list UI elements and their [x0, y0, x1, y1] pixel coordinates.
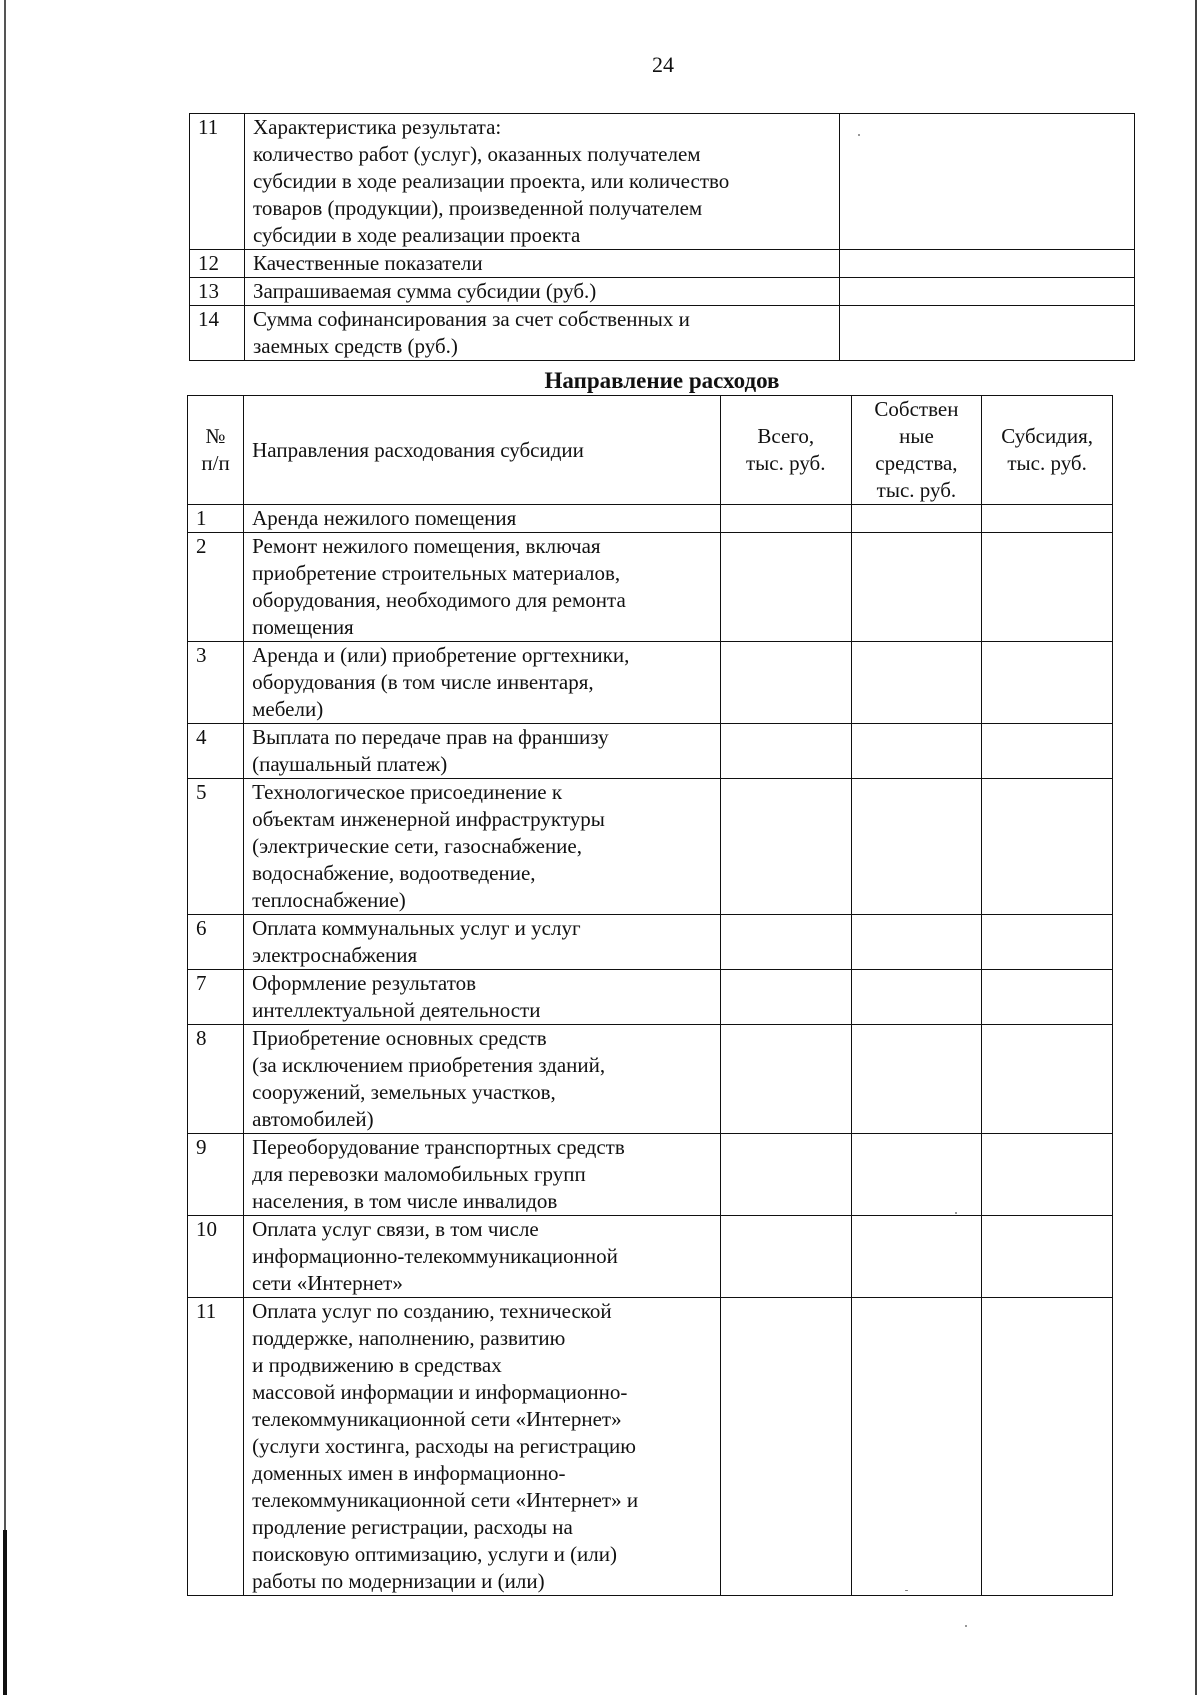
- expense-subsidy-cell: [982, 915, 1113, 970]
- expense-row: [188, 724, 1113, 779]
- expense-row: [188, 642, 1113, 724]
- expense-row-number: 3: [188, 642, 244, 724]
- header-own-line: ные: [899, 424, 934, 448]
- info-row-number: 14: [190, 306, 245, 361]
- expense-row-direction: [244, 1025, 721, 1134]
- expense-row-number: 9: [188, 1134, 244, 1216]
- info-row-number: 13: [190, 278, 245, 306]
- expense-own-funds-cell: [851, 915, 982, 970]
- expenses-table: [187, 395, 1113, 1596]
- expense-row: [188, 505, 1113, 533]
- expense-row: [188, 970, 1113, 1025]
- scan-right-edge: [1195, 0, 1197, 1695]
- expense-row-line: поисковую оптимизацию, услуги и (или): [252, 1542, 618, 1566]
- expense-subsidy-cell: [982, 505, 1113, 533]
- expense-own-funds-cell: [851, 724, 982, 779]
- expense-row-line: Приобретение основных средств: [252, 1026, 547, 1050]
- expense-subsidy-cell: [982, 779, 1113, 915]
- expense-subsidy-cell: [982, 970, 1113, 1025]
- expense-row-number: 1: [188, 505, 244, 533]
- expense-row-line: сети «Интернет»: [252, 1271, 403, 1295]
- expense-row-line: приобретение строительных материалов,: [252, 561, 621, 585]
- expense-row-line: и продвижению в средствах: [252, 1353, 502, 1377]
- expense-row-number: 6: [188, 915, 244, 970]
- info-row-value-cell: [840, 114, 1135, 250]
- scan-left-edge-shadow: [3, 1530, 7, 1695]
- info-row-value-cell: [840, 250, 1135, 278]
- expense-row: [188, 779, 1113, 915]
- expense-row-line: Оформление результатов: [252, 971, 477, 995]
- expense-row-line: Аренда и (или) приобретение оргтехники,: [252, 643, 630, 667]
- expense-row-line: Оплата коммунальных услуг и услуг: [252, 916, 581, 940]
- expense-total-cell: [720, 533, 851, 642]
- expense-row-number: 5: [188, 779, 244, 915]
- header-total-line: тыс. руб.: [746, 451, 826, 475]
- expense-own-funds-cell: [851, 642, 982, 724]
- expense-row-direction: [244, 970, 721, 1025]
- expense-row-line: поддержке, наполнению, развитию: [252, 1326, 566, 1350]
- expense-own-funds-cell: [851, 1134, 982, 1216]
- expense-row-line: Оплата услуг связи, в том числе: [252, 1217, 539, 1241]
- expense-row-line: водоснабжение, водоотведение,: [252, 861, 536, 885]
- info-row: [190, 278, 1135, 306]
- info-row-line: заемных средств (руб.): [253, 334, 458, 358]
- header-num-line: п/п: [201, 451, 230, 475]
- expense-row-direction: [244, 779, 721, 915]
- scan-speck: [905, 1590, 908, 1591]
- expense-total-cell: [720, 505, 851, 533]
- scan-speck: [955, 1212, 957, 1214]
- info-row-line: количество работ (услуг), оказанных получателем: [253, 142, 701, 166]
- project-info-table: [189, 113, 1135, 361]
- expense-row-line: массовой информации и информационно-: [252, 1380, 628, 1404]
- expense-row-direction: [244, 505, 721, 533]
- expense-total-cell: [720, 1134, 851, 1216]
- header-own-line: тыс. руб.: [876, 478, 957, 502]
- info-row-line: субсидии в ходе реализации проекта: [253, 223, 581, 247]
- info-row-line: Качественные показатели: [253, 251, 483, 275]
- expense-subsidy-cell: [982, 1134, 1113, 1216]
- info-row-line: товаров (продукции), произведенной получателем: [253, 196, 703, 220]
- expense-row-line: телекоммуникационной сети «Интернет» и: [252, 1488, 639, 1512]
- expense-row-line: (электрические сети, газоснабжение,: [252, 834, 582, 858]
- expense-row-direction: [244, 1298, 721, 1596]
- expense-row-direction: [244, 1134, 721, 1216]
- expense-subsidy-cell: [982, 1025, 1113, 1134]
- expense-total-cell: [720, 1298, 851, 1596]
- expense-row-line: (паушальный платеж): [252, 752, 448, 776]
- info-row-value-cell: [840, 278, 1135, 306]
- expense-own-funds-cell: [851, 1025, 982, 1134]
- expense-row-number: 8: [188, 1025, 244, 1134]
- expense-row-line: автомобилей): [252, 1107, 374, 1131]
- expense-row-line: электроснабжения: [252, 943, 418, 967]
- info-row-line: субсидии в ходе реализации проекта, или количество: [253, 169, 730, 193]
- expense-total-cell: [720, 724, 851, 779]
- expense-row-line: оборудования, необходимого для ремонта: [252, 588, 626, 612]
- info-row-description: [245, 306, 840, 361]
- expense-own-funds-cell: [851, 970, 982, 1025]
- expense-row-line: телекоммуникационной сети «Интернет»: [252, 1407, 622, 1431]
- expense-total-cell: [720, 1216, 851, 1298]
- header-total: [720, 396, 851, 505]
- expense-row-line: интеллектуальной деятельности: [252, 998, 541, 1022]
- expense-row-line: работы по модернизации и (или): [252, 1569, 545, 1593]
- expense-row-line: Оплата услуг по созданию, технической: [252, 1299, 612, 1323]
- expense-row-line: Аренда нежилого помещения: [252, 506, 517, 530]
- expense-own-funds-cell: [851, 779, 982, 915]
- expense-row-line: сооружений, земельных участков,: [252, 1080, 556, 1104]
- expense-row-line: для перевозки маломобильных групп: [252, 1162, 586, 1186]
- expense-row: [188, 1025, 1113, 1134]
- info-row-description: [245, 250, 840, 278]
- expense-row-number: 4: [188, 724, 244, 779]
- expense-own-funds-cell: [851, 1216, 982, 1298]
- page-number: 24: [652, 52, 674, 77]
- info-row-line: Сумма софинансирования за счет собственных и: [253, 307, 690, 331]
- expense-total-cell: [720, 642, 851, 724]
- header-own-line: Собствен: [874, 397, 959, 421]
- expense-row-number: 2: [188, 533, 244, 642]
- info-row: [190, 114, 1135, 250]
- info-row: [190, 250, 1135, 278]
- scan-speck: [858, 134, 860, 136]
- expense-row-number: 10: [188, 1216, 244, 1298]
- expense-subsidy-cell: [982, 1216, 1113, 1298]
- expense-total-cell: [720, 970, 851, 1025]
- info-row-description: [245, 114, 840, 250]
- header-num-line: №: [205, 424, 226, 448]
- info-row-line: Запрашиваемая сумма субсидии (руб.): [253, 279, 597, 303]
- expense-row-line: доменных имен в информационно-: [252, 1461, 566, 1485]
- header-subsidy-line: Субсидия,: [1001, 424, 1094, 448]
- expense-total-cell: [720, 1025, 851, 1134]
- scan-speck: [965, 1625, 967, 1627]
- expense-row-line: Ремонт нежилого помещения, включая: [252, 534, 601, 558]
- header-own-funds: [851, 396, 982, 505]
- expense-total-cell: [720, 915, 851, 970]
- expense-row-direction: [244, 1216, 721, 1298]
- expense-own-funds-cell: [851, 1298, 982, 1596]
- info-row: [190, 306, 1135, 361]
- expense-row-line: (за исключением приобретения зданий,: [252, 1053, 606, 1077]
- header-direction-line: Направления расходования субсидии: [252, 437, 584, 462]
- header-subsidy: [982, 396, 1113, 505]
- expense-row-direction: [244, 724, 721, 779]
- expense-row: [188, 915, 1113, 970]
- expenses-header-row: [188, 396, 1113, 505]
- header-direction: [244, 396, 721, 505]
- expense-own-funds-cell: [851, 533, 982, 642]
- expense-row-line: информационно-телекоммуникационной: [252, 1244, 618, 1268]
- header-num: [188, 396, 244, 505]
- expense-row: [188, 1216, 1113, 1298]
- expense-row-direction: [244, 915, 721, 970]
- expense-subsidy-cell: [982, 724, 1113, 779]
- expense-row-line: Выплата по передаче прав на франшизу: [252, 725, 609, 749]
- expense-row-line: населения, в том числе инвалидов: [252, 1189, 558, 1213]
- header-total-line: Всего,: [757, 424, 815, 448]
- expense-row-number: 11: [188, 1298, 244, 1596]
- expense-row-line: Технологическое присоединение к: [252, 780, 563, 804]
- expense-row-line: объектам инженерной инфраструктуры: [252, 807, 605, 831]
- expense-subsidy-cell: [982, 533, 1113, 642]
- expense-row: [188, 533, 1113, 642]
- scan-left-edge: [4, 0, 6, 1695]
- info-row-number: 11: [190, 114, 245, 250]
- expense-row-line: Переоборудование транспортных средств: [252, 1135, 625, 1159]
- expense-total-cell: [720, 779, 851, 915]
- info-row-number: 12: [190, 250, 245, 278]
- expense-subsidy-cell: [982, 1298, 1113, 1596]
- expense-row-direction: [244, 533, 721, 642]
- expense-subsidy-cell: [982, 642, 1113, 724]
- expense-own-funds-cell: [851, 505, 982, 533]
- expense-row-line: мебели): [252, 697, 324, 721]
- header-own-line: средства,: [875, 451, 958, 475]
- expense-row: [188, 1298, 1113, 1596]
- expense-row-direction: [244, 642, 721, 724]
- expense-row-line: теплоснабжение): [252, 888, 406, 912]
- expense-row-line: оборудования (в том числе инвентаря,: [252, 670, 594, 694]
- expense-row-line: продление регистрации, расходы на: [252, 1515, 573, 1539]
- expense-row-line: помещения: [252, 615, 354, 639]
- section-title: Направление расходов: [544, 368, 780, 393]
- expense-row-number: 7: [188, 970, 244, 1025]
- info-row-line: Характеристика результата:: [253, 115, 502, 139]
- expense-row-line: (услуги хостинга, расходы на регистрацию: [252, 1434, 636, 1458]
- info-row-description: [245, 278, 840, 306]
- info-row-value-cell: [840, 306, 1135, 361]
- header-subsidy-line: тыс. руб.: [1007, 451, 1087, 475]
- expense-row: [188, 1134, 1113, 1216]
